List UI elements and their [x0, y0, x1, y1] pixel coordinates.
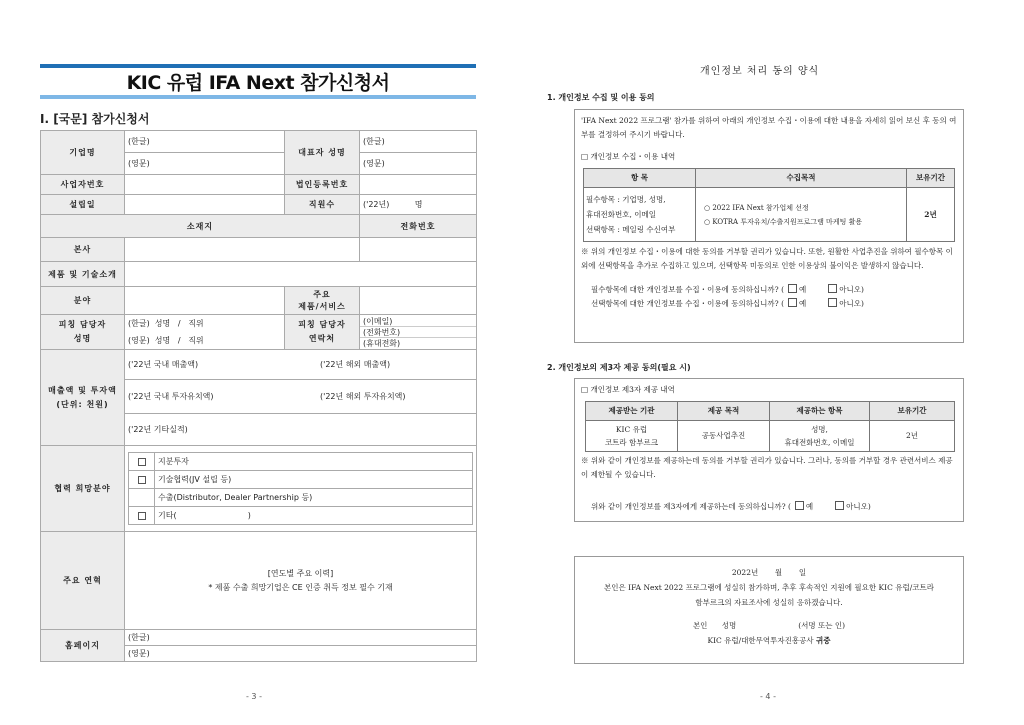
provide-period: 2년	[870, 421, 955, 452]
table-row	[41, 350, 477, 380]
provided-items: 성명, 휴대전화번호, 이메일	[770, 421, 870, 452]
homepage-ko-field[interactable]: (한글)	[125, 630, 477, 646]
contact-name-label: 피칭 담당자 성명	[41, 315, 125, 350]
sales-domestic-field[interactable]: ('22년 국내 매출액)	[128, 360, 199, 369]
field-label: 분야	[41, 287, 125, 315]
recipient-honorific: 귀중	[816, 636, 831, 645]
table-row	[586, 421, 955, 452]
coop-checkbox[interactable]	[129, 489, 155, 507]
email-field[interactable]: (이메일)	[360, 316, 476, 327]
corpno-field[interactable]	[360, 175, 477, 195]
homepage-label: 홈페이지	[41, 630, 125, 662]
required-consent-question	[581, 283, 957, 297]
contact-info-label: 피칭 담당자 연락처	[285, 315, 360, 350]
founded-field[interactable]	[125, 195, 285, 215]
table-row	[41, 630, 477, 646]
section-heading: Ⅰ. [국문] 참가신청서	[40, 112, 150, 126]
no-label: 아니오	[839, 299, 862, 308]
pledge-text: 본인은 IFA Next 2022 프로그램에 성실히 참가하며, 추후 후속적인 지원에 필요한 KIC 유럽/코트라 함부르크의 자료조사에 성실히 응하겠습니다.	[604, 583, 934, 607]
yes-checkbox[interactable]	[788, 284, 797, 293]
no-checkbox[interactable]	[828, 284, 837, 293]
investment-row	[125, 380, 477, 414]
coop-options-table	[128, 452, 473, 525]
table-row	[129, 507, 473, 525]
contact-en-field[interactable]: (영문) 성명 / 직위	[128, 336, 204, 345]
table-row	[41, 175, 477, 195]
signature-line[interactable]: 본인 성명 (서명 또는 인)	[692, 621, 846, 630]
yes-label: 예	[805, 502, 814, 511]
intro-text: 'IFA Next 2022 프로그램' 참가를 위하여 아래의 개인정보 수집・이용에 대한 내용을 자세히 읽어 보신 후 동의 여부를 결정하여 주시기 바랍니다.	[581, 116, 957, 139]
founded-label: 설립일	[41, 195, 125, 215]
page-title: KIC 유럽 IFA Next 참가신청서	[126, 72, 390, 94]
date-line[interactable]: 2022년 월 일	[731, 568, 807, 577]
optional-consent-question	[581, 297, 957, 311]
table-header: 보유기간	[870, 402, 955, 421]
table-row	[41, 238, 477, 262]
contact-info-cell	[360, 315, 477, 350]
product-label: 제품 및 기술소개	[41, 262, 125, 287]
product-field[interactable]	[125, 262, 477, 287]
bizno-field[interactable]	[125, 175, 285, 195]
table-row	[41, 446, 477, 532]
page-number: - 3 -	[246, 692, 262, 701]
application-form-table	[40, 130, 477, 662]
hq-label: 본사	[41, 238, 125, 262]
table-row	[41, 315, 477, 350]
location-label: 소재지	[41, 215, 360, 238]
table-row	[41, 287, 477, 315]
table-row	[41, 131, 477, 153]
pledge-box	[574, 556, 964, 664]
table-header: 제공받는 기관	[586, 402, 678, 421]
history-hint: [연도별 주요 이력]	[267, 568, 334, 578]
field-field[interactable]	[125, 287, 285, 315]
table-header: 제공 목적	[678, 402, 770, 421]
collect-purpose	[696, 188, 907, 242]
yes-checkbox[interactable]	[788, 298, 797, 307]
page-number: - 4 -	[760, 692, 776, 701]
question-text: 필수항목에 대한 개인정보를 수집・이용에 동의하십니까? (	[591, 285, 785, 294]
contact-name-cell	[125, 315, 285, 350]
notice-1: ※ 위의 개인정보 수집・이용에 대한 동의를 거부할 권리가 있습니다. 또한, 원활한 사업추진을 위하여 필수항목 이외에 선택항목을 추가로 수집하고 있으며, 선택항목 미동의로 인한 이용상의 불이익은 발생하지 않습니다.	[581, 247, 953, 270]
corpno-label: 법인등록번호	[285, 175, 360, 195]
collect-title: □ 개인정보 수집・이용 내역	[581, 152, 676, 161]
yes-checkbox[interactable]	[795, 501, 804, 510]
coop-checkbox[interactable]	[129, 471, 155, 489]
coop-option: 기타( )	[155, 507, 473, 525]
hq-phone-field[interactable]	[360, 238, 477, 262]
table-row	[129, 471, 473, 489]
coop-label: 협력 희망분야	[41, 446, 125, 532]
notice-2: ※ 위와 같이 개인정보를 제공하는데 동의를 거부할 권리가 있습니다. 그러나, 동의를 거부할 경우 관련서비스 제공이 제한될 수 있습니다.	[581, 456, 953, 479]
ceo-en-field[interactable]: (영문)	[360, 153, 477, 175]
purpose-2: ○ KOTRA 투자유치/수출지원프로그램 마케팅 활용	[704, 217, 863, 226]
history-field[interactable]	[125, 532, 477, 630]
history-label: 주요 연혁	[41, 532, 125, 630]
question-text: 선택항목에 대한 개인정보를 수집・이용에 동의하십니까? (	[591, 299, 785, 308]
no-label: 아니오	[846, 502, 868, 511]
contact-ko-field[interactable]: (한글) 성명 / 직위	[128, 319, 204, 328]
staff-label: 직원수	[285, 195, 360, 215]
title-bar-bottom	[40, 95, 476, 99]
paren-close: )	[867, 502, 871, 511]
bizno-label: 사업자번호	[41, 175, 125, 195]
table-row	[129, 489, 473, 507]
third-party-consent-question	[581, 500, 957, 514]
company-ko-field[interactable]: (한글)	[125, 131, 285, 153]
no-checkbox[interactable]	[835, 501, 844, 510]
consent-heading: 개인정보 처리 동의 양식	[700, 66, 820, 77]
table-row	[41, 262, 477, 287]
recipient: KIC 유럽 코트라 함부르크	[586, 421, 678, 452]
coop-cell	[125, 446, 477, 532]
homepage-en-field[interactable]: (영문)	[125, 646, 477, 662]
sales-row	[125, 350, 477, 380]
table-row	[41, 195, 477, 215]
table-header: 항 목	[584, 169, 696, 188]
main-product-field[interactable]	[360, 287, 477, 315]
coop-option: 수출(Distributor, Dealer Partnership 등)	[155, 489, 473, 507]
checkbox-icon	[138, 512, 146, 520]
consent-box-1	[574, 109, 964, 343]
company-label: 기업명	[41, 131, 125, 175]
no-label: 아니오	[839, 285, 862, 294]
table-row	[41, 215, 477, 238]
coop-option: 지분투자	[155, 453, 473, 471]
table-row	[584, 188, 955, 242]
checkbox-icon	[138, 458, 146, 466]
investment-domestic-field[interactable]: ('22년 국내 투자유치액)	[128, 392, 214, 401]
table-row	[586, 402, 955, 421]
collect-period: 2년	[907, 188, 955, 242]
yes-label: 예	[799, 285, 807, 294]
checkbox-icon	[138, 476, 146, 484]
collect-table	[583, 168, 955, 242]
coop-option: 기술협력(JV 설립 등)	[155, 471, 473, 489]
section-2-title: 2. 개인정보의 제3자 제공 동의(필요 시)	[547, 363, 691, 372]
paren-close: )	[861, 299, 864, 308]
coop-checkbox[interactable]	[129, 507, 155, 525]
investment-foreign-field[interactable]: ('22년 해외 투자유치액)	[320, 392, 406, 401]
sales-foreign-field[interactable]: ('22년 해외 매출액)	[320, 360, 391, 369]
mobile-field[interactable]: (휴대전화)	[363, 338, 401, 348]
table-header: 수집목적	[696, 169, 907, 188]
coop-checkbox[interactable]	[129, 453, 155, 471]
table-row	[41, 532, 477, 630]
sales-label: 매출액 및 투자액 (단위: 천원)	[41, 350, 125, 446]
hq-field[interactable]	[125, 238, 360, 262]
section-1-title: 1. 개인정보 수집 및 이용 동의	[547, 93, 655, 102]
company-en-field[interactable]: (영문)	[125, 153, 285, 175]
ceo-ko-field[interactable]: (한글)	[360, 131, 477, 153]
table-row	[584, 169, 955, 188]
recipient-line	[581, 633, 957, 648]
phone-label: 전화번호	[360, 215, 477, 238]
yes-label: 예	[799, 299, 807, 308]
purpose-1: ○ 2022 IFA Next 참가업체 선정	[704, 203, 809, 212]
question-text: 위와 같이 개인정보를 제3자에게 제공하는데 동의하십니까? (	[591, 502, 791, 511]
table-row	[129, 453, 473, 471]
consent-box-2	[574, 378, 964, 522]
table-header: 제공하는 항목	[770, 402, 870, 421]
collect-items: 필수항목 : 기업명, 성명, 휴대전화번호, 이메일 선택항목 : 메일링 수신여부	[584, 188, 696, 242]
ceo-label: 대표자 성명	[285, 131, 360, 175]
provide-purpose: 공동사업추진	[678, 421, 770, 452]
paren-close: )	[861, 285, 864, 294]
no-checkbox[interactable]	[828, 298, 837, 307]
history-note: * 제품 수출 희망기업은 CE 인증 취득 정보 필수 기재	[208, 582, 393, 592]
staff-field[interactable]: ('22년) 명	[360, 195, 477, 215]
table-header: 보유기간	[907, 169, 955, 188]
recipient-org: KIC 유럽/대한무역투자진흥공사	[707, 636, 817, 645]
etc-performance-field[interactable]: ('22년 기타실적)	[125, 414, 477, 446]
third-party-title: □ 개인정보 제3자 제공 내역	[581, 385, 675, 394]
main-product-label: 주요 제품/서비스	[285, 287, 360, 315]
tel-field[interactable]: (전화번호)	[360, 327, 476, 338]
third-party-table	[585, 401, 955, 452]
title-banner	[40, 64, 476, 102]
